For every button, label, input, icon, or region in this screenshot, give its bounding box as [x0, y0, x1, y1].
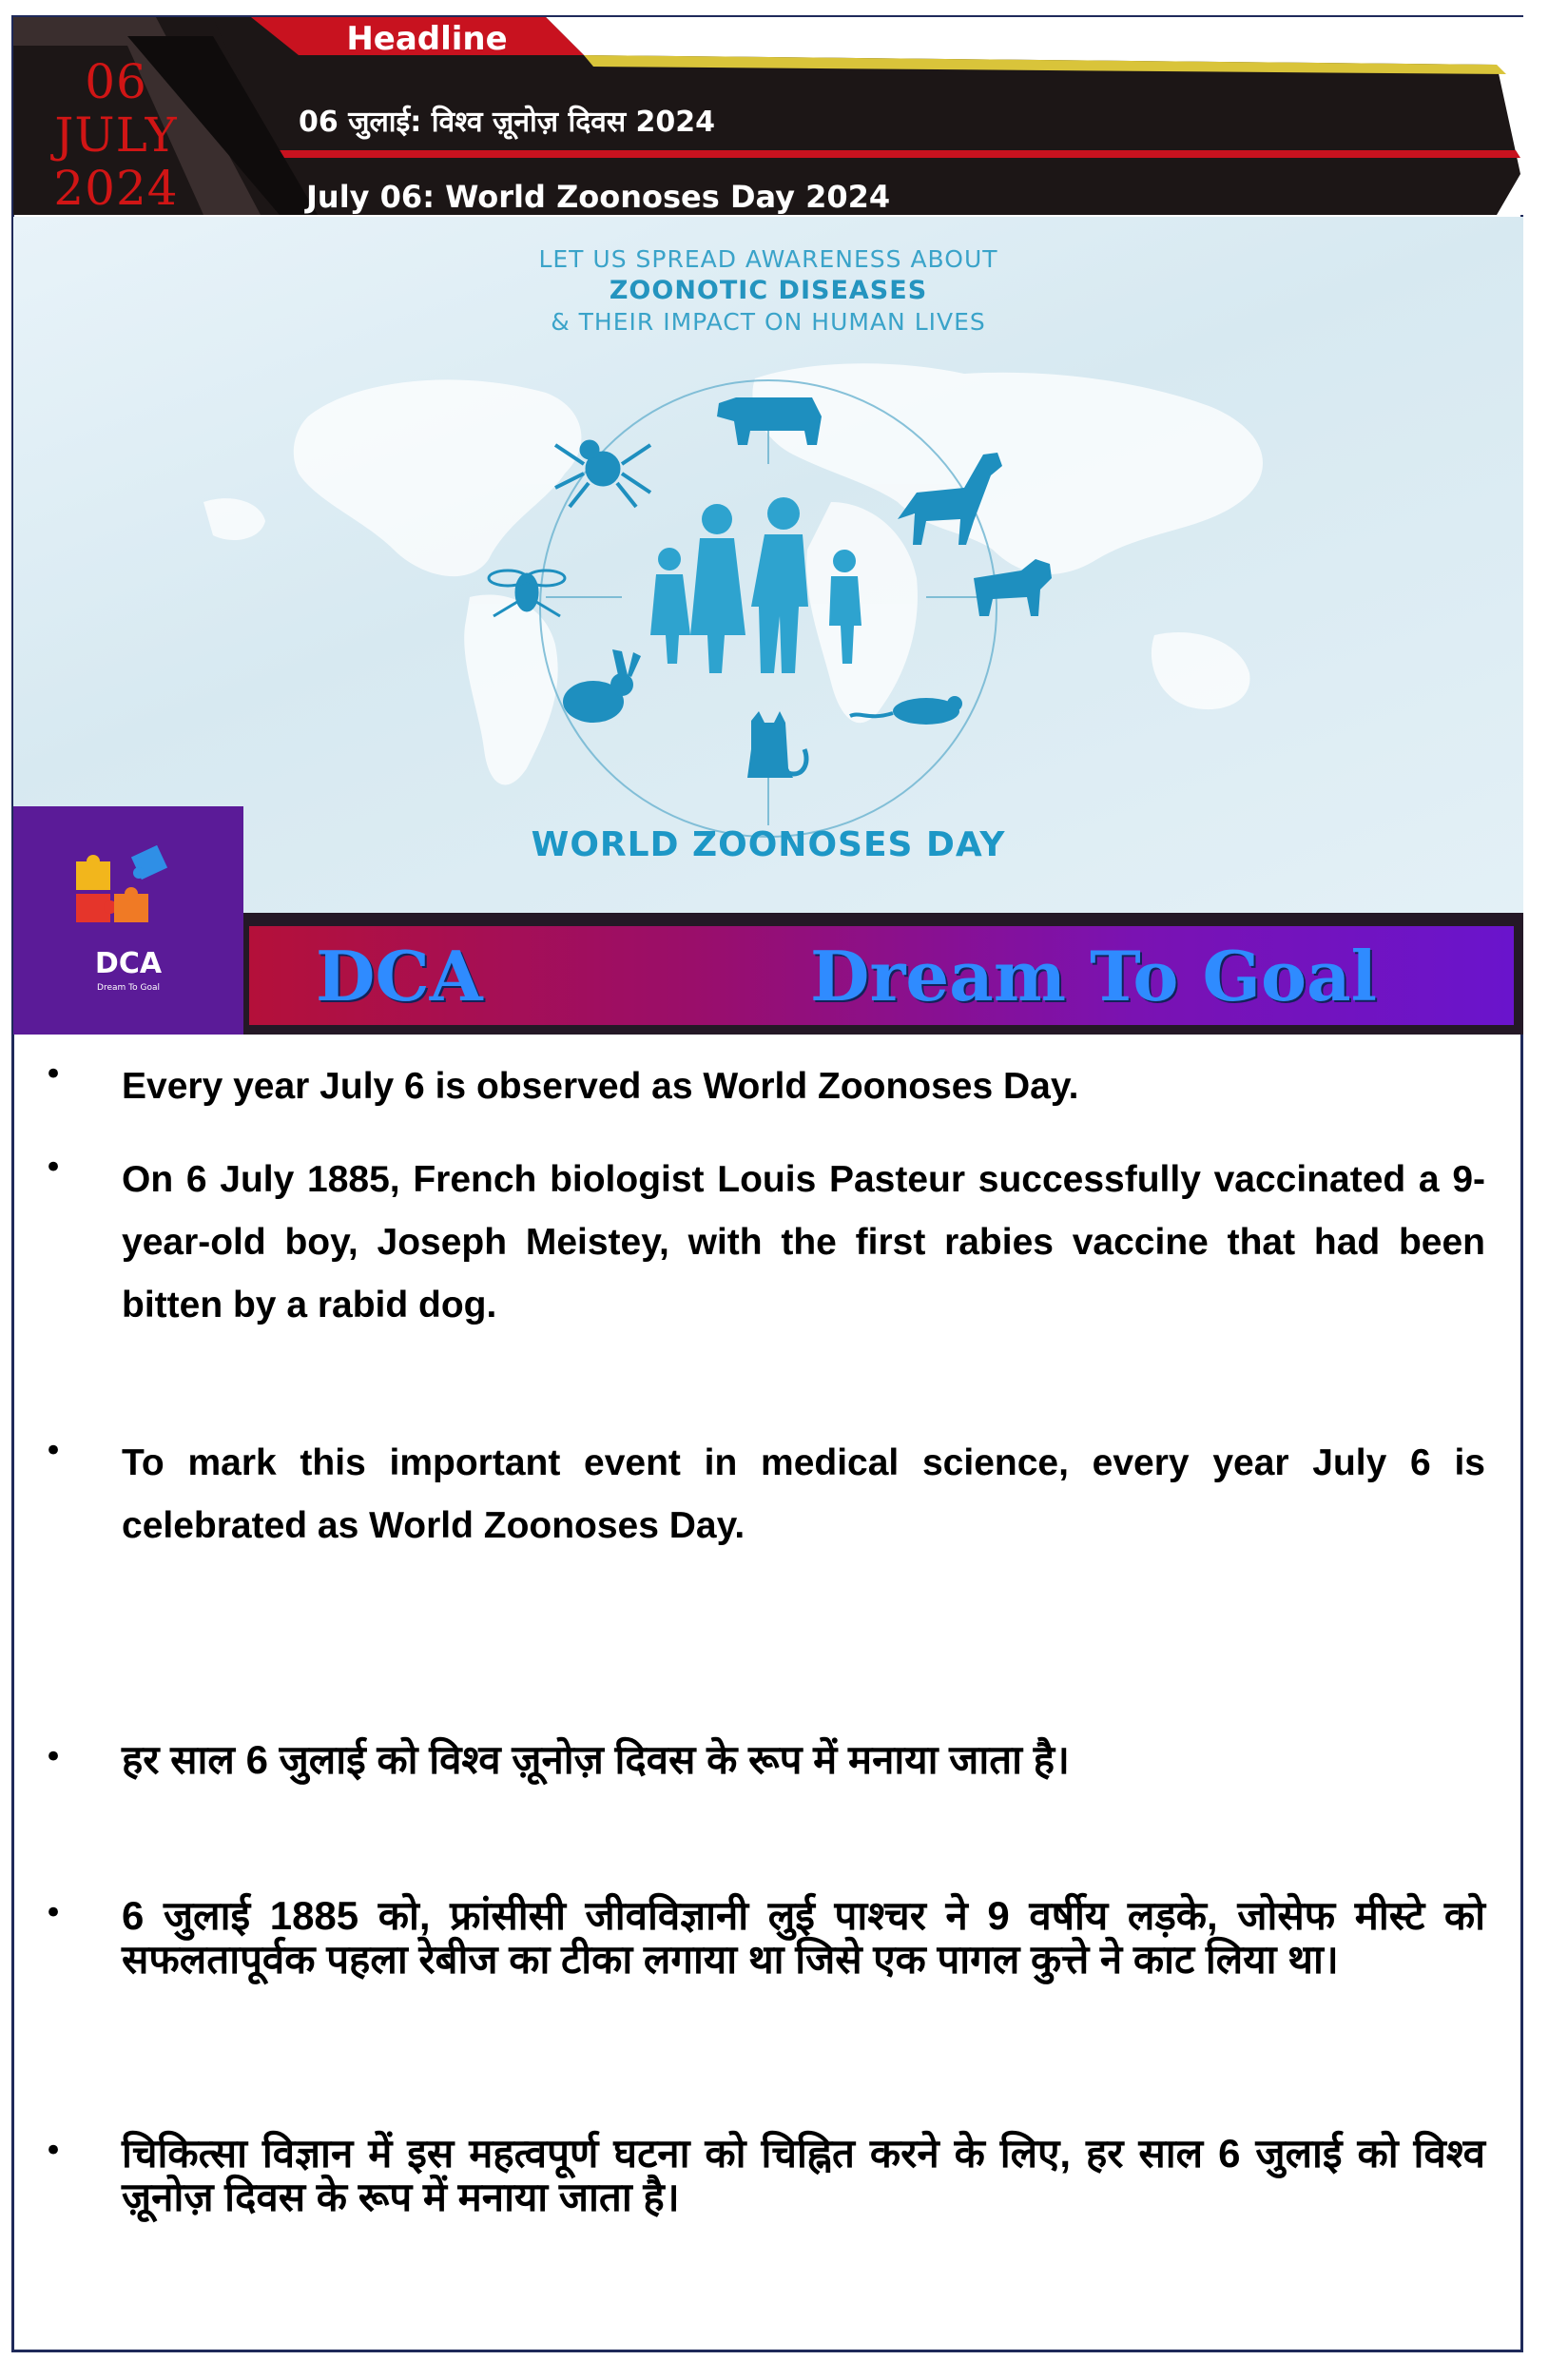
dca-logo [13, 806, 243, 1035]
bullet-icon: • [44, 1738, 64, 1776]
rabbit-icon [563, 649, 641, 723]
strip-tagline: Dream To Goal [810, 936, 1378, 1016]
point-text: On 6 July 1885, French biologist Louis Pasteur successfully vaccinated a 9-year-old boy, Joseph Meistey, with the first rabies vaccine that had been bitten by a rabid dog. [122, 1159, 1485, 1325]
logo-name: DCA [94, 947, 163, 980]
bullet-icon: • [44, 1432, 64, 1470]
point-text: चिकित्सा विज्ञान में इस महत्वपूर्ण घटना को चिह्नित करने के लिए, हर साल 6 जुलाई को विश्व ज़ूनोज़ दिवस के रूप में मनाया जाता है। [122, 2131, 1485, 2219]
banner-title: WORLD ZOONOSES DAY [531, 825, 1006, 864]
cat-icon [747, 711, 806, 778]
point-text: Every year July 6 is observed as World Zoonoses Day. [122, 1066, 1079, 1107]
bullet-icon: • [44, 1055, 64, 1093]
date-day: 06 [85, 54, 147, 109]
brand-strip [243, 913, 1523, 1035]
headline-english: July 06: World Zoonoses Day 2024 [306, 179, 891, 215]
headline-hindi: 06 जुलाई: विश्व ज़ूनोज़ दिवस 2024 [299, 106, 716, 139]
date-month: JULY [54, 107, 178, 163]
strip-brand-name: DCA [316, 936, 483, 1016]
banner-line-1: LET US SPREAD AWARENESS ABOUT [538, 245, 998, 273]
banner-line-3: & THEIR IMPACT ON HUMAN LIVES [551, 308, 986, 336]
point-text: 6 जुलाई 1885 को, फ्रांसीसी जीवविज्ञानी लुई पाश्चर ने 9 वर्षीय लड़के, जोसेफ मीस्टे को सफलतापूर्वक पहला रेबीज का टीका लगाया था जिसे एक पागल कुत्ते ने काट लिया था। [122, 1893, 1485, 1982]
bullet-icon: • [44, 1894, 64, 1932]
dog-icon [974, 559, 1052, 616]
date-year: 2024 [53, 161, 179, 216]
headline-tag: Headline [346, 20, 508, 58]
point-text: To mark this important event in medical science, every year July 6 is celebrated as World Zoonoses Day. [122, 1442, 1485, 1546]
bullet-icon: • [44, 1149, 64, 1187]
banner-line-2: ZOONOTIC DISEASES [609, 276, 928, 305]
logo-tagline: Dream To Goal [97, 983, 160, 993]
date-block [30, 55, 202, 215]
brand-strip-inner [249, 926, 1514, 1025]
headline-header [13, 17, 1523, 215]
point-text: हर साल 6 जुलाई को विश्व ज़ूनोज़ दिवस के रूप में मनाया जाता है। [122, 1737, 1070, 1782]
bullet-icon: • [44, 2132, 64, 2170]
puzzle-icon [70, 844, 184, 939]
